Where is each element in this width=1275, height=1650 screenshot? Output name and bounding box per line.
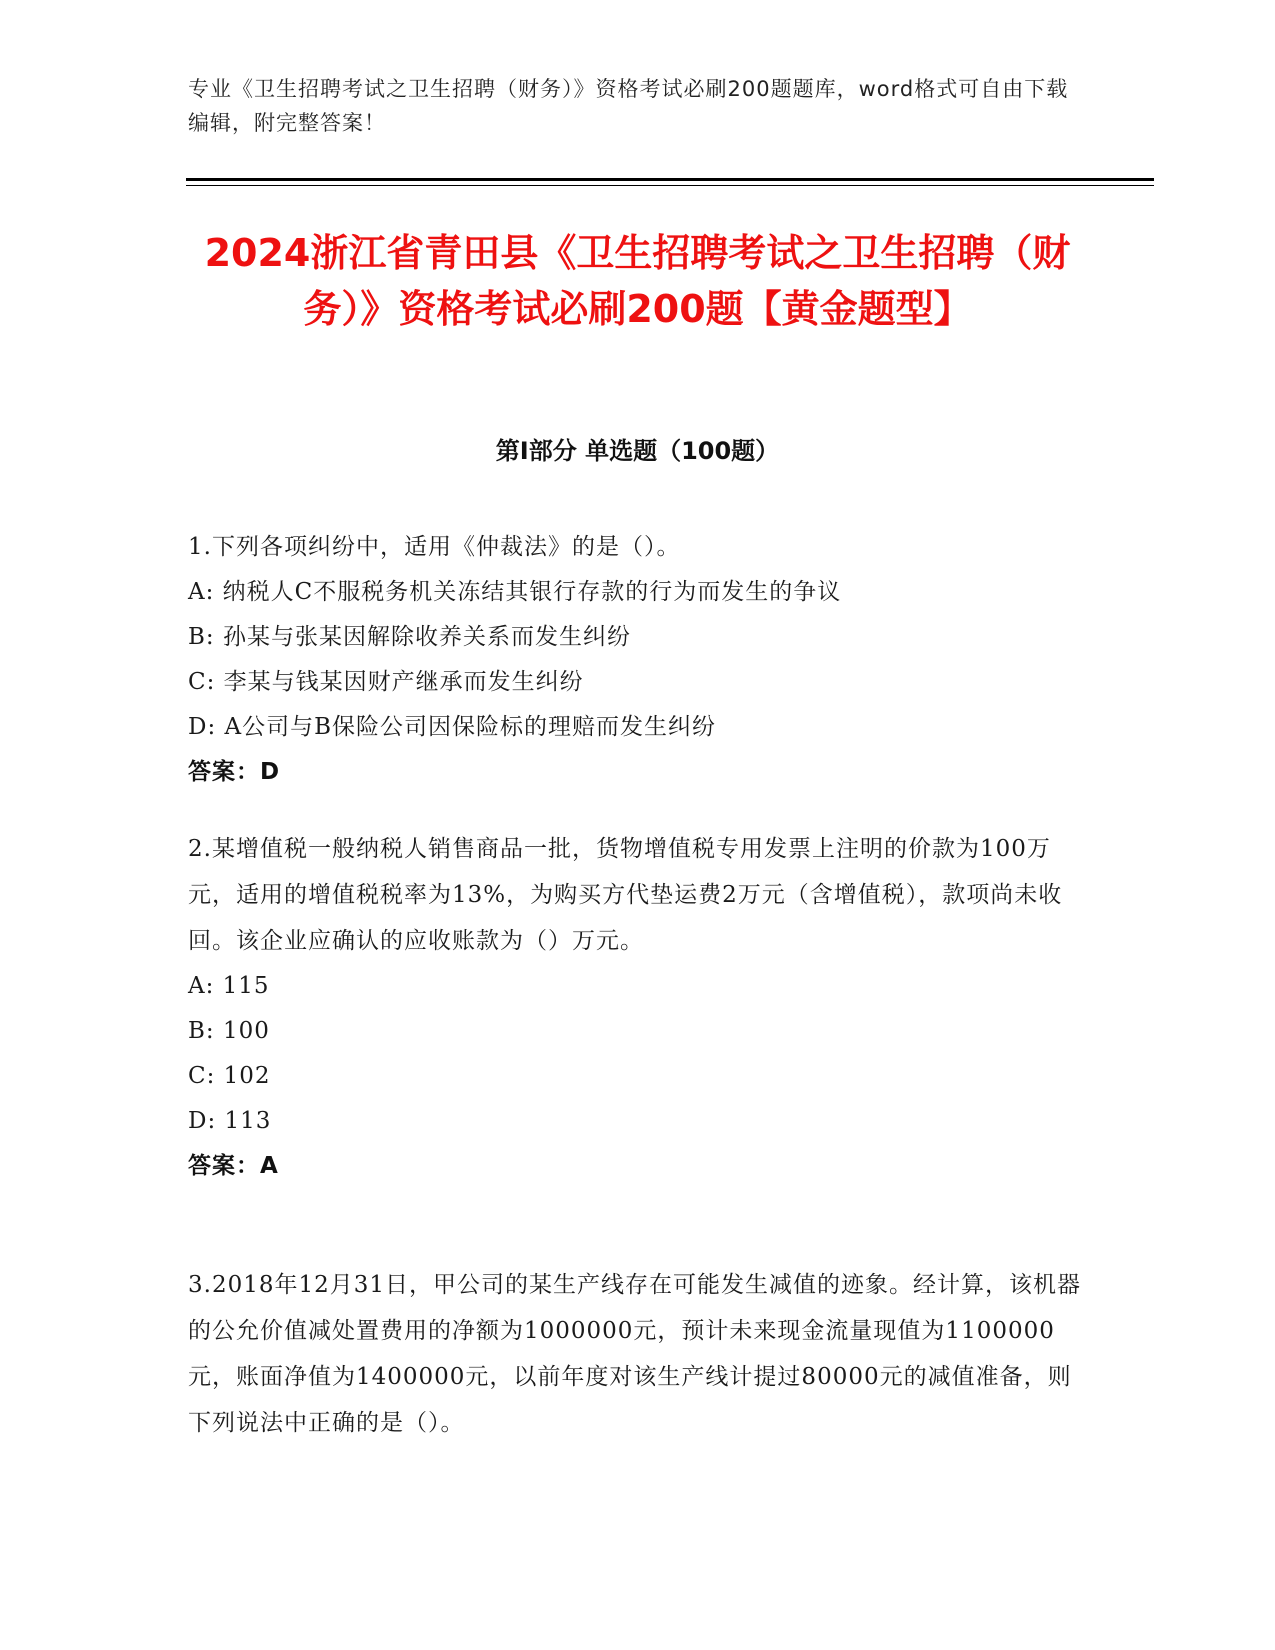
option-d: D: 113 [188,1108,272,1134]
option-c: C: 102 [188,1063,271,1089]
option-b: B: 100 [188,1018,270,1044]
option-c: C: 李某与钱某因财产继承而发生纠纷 [188,669,584,695]
question-stem: 2.某增值税一般纳税人销售商品一批，货物增值税专用发票上注明的价款为100万元，适用的增值税税率为13%，为购买方代垫运费2万元（含增值税），款项尚未收回。该企业应确认的应收账款为（）万元。 [188,836,1063,954]
section-heading: 第I部分 单选题（100题） [495,437,780,465]
question-stem: 3.2018年12月31日，甲公司的某生产线存在可能发生减值的迹象。经计算，该机器的公允价值减处置费用的净额为1000000元，预计未来现金流量现值为1100000元，账面净值为1400000元，以前年度对该生产线计提过80000元的减值准备，则下列说法中正确的是（）。 [188,1272,1082,1436]
answer: 答案：D [188,759,281,785]
question-2 [188,826,1088,1189]
option-a: A: 115 [188,973,270,999]
header-rule-thick [186,178,1154,181]
option-b: B: 孙某与张某因解除收养关系而发生纠纷 [188,624,631,650]
answer: 答案：A [188,1153,279,1179]
question-stem: 1.下列各项纠纷中，适用《仲裁法》的是（）。 [188,534,681,560]
header-note: 专业《卫生招聘考试之卫生招聘（财务）》资格考试必刷200题题库，word格式可自由下载编辑，附完整答案！ [188,77,1069,135]
option-a: A: 纳税人C不服税务机关冻结其银行存款的行为而发生的争议 [188,579,842,605]
document-title: 2024浙江省青田县《卫生招聘考试之卫生招聘（财务）》资格考试必刷200题【黄金题型】 [204,231,1071,331]
option-d: D: A公司与B保险公司因保险标的理赔而发生纠纷 [188,714,717,740]
question-1 [188,524,1088,795]
question-3 [188,1262,1088,1446]
header-rule-thin [186,185,1154,186]
